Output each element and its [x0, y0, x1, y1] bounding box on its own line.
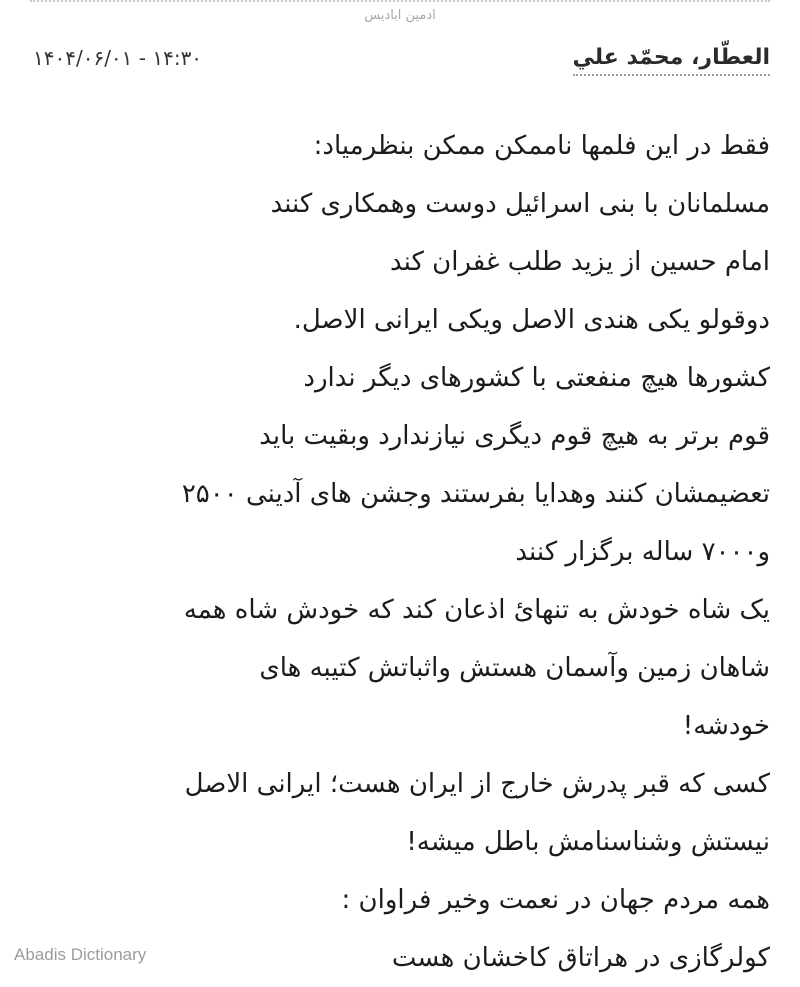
author-name-link[interactable]: العطّار، محمّد علي: [573, 44, 770, 76]
entry-line: کشورها هیچ منفعتی با کشورهای دیگر ندارد: [303, 363, 770, 393]
entry-line: یک شاه خودش به تنهائ اذعان کند که خودش شاه همه: [183, 595, 770, 625]
post-date: ۱۴۰۴/۰۶/۰۱ - ۱۴:۳۰: [33, 46, 203, 70]
watermark-label: Abadis Dictionary: [14, 945, 147, 964]
entry-line: فقط در این فلمها ناممکن ممکن بنظرمیاد:: [313, 131, 770, 161]
entry-line: کولرگازی در هراتاق کاخشان هست: [391, 943, 770, 973]
entry-line: و۷۰۰۰ ساله برگزار کنند: [515, 537, 770, 567]
entry-line: قوم برتر به هیچ قوم دیگری نیازندارد وبقیت باید: [259, 421, 770, 451]
entry-line: خودشه!: [682, 711, 770, 741]
entry-line: نیستش وشناسنامش باطل میشه!: [406, 827, 770, 857]
entry-line: مسلمانان با بنی اسرائیل دوست وهمکاری کنند: [270, 189, 770, 219]
admin-label: ادمین ابادیس: [364, 8, 436, 23]
top-divider: [30, 0, 770, 2]
entry-body: [30, 117, 770, 987]
entry-line: کسی که قبر پدرش خارج از ایران هست؛ ایرانی الاصل: [184, 769, 770, 799]
entry-line: دوقولو یکی هندی الاصل ویکی ایرانی الاصل.: [293, 305, 770, 335]
entry-line: تعضیمشان کنند وهدایا بفرستند وجشن های آدینی ۲۵۰۰: [181, 479, 770, 509]
entry-line: شاهان زمین وآسمان هستش واثباتش کتیبه های: [259, 653, 770, 683]
entry-line: امام حسین از یزید طلب غفران کند: [389, 247, 770, 277]
entry-line: همه مردم جهان در نعمت وخیر فراوان :: [341, 885, 770, 915]
